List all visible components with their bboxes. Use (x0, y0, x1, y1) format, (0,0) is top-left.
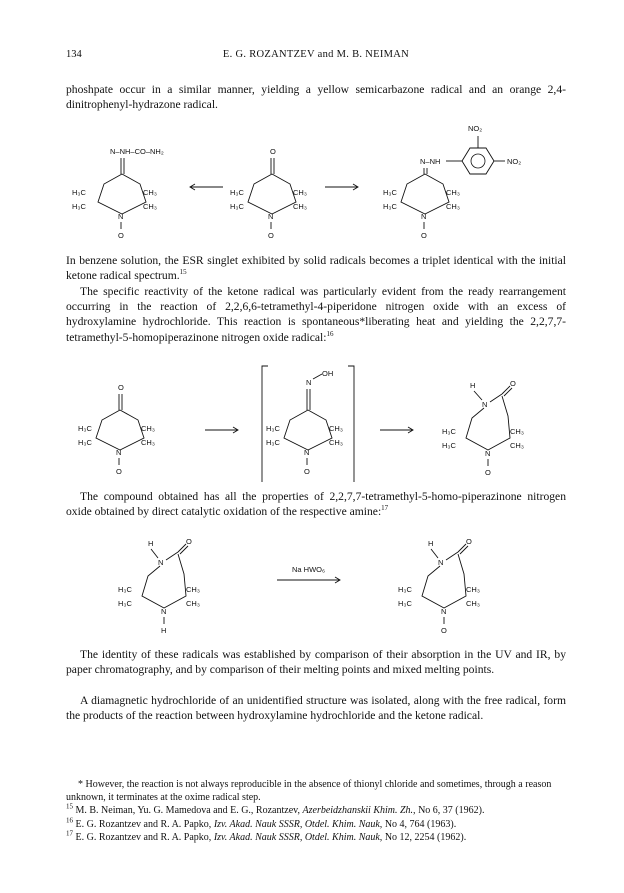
svg-text:H₃C: H₃C (230, 188, 244, 197)
svg-text:H₃C: H₃C (230, 202, 244, 211)
svg-text:H₃C: H₃C (442, 441, 456, 450)
footnote-16: $^{16}$ E. G. Rozantzev and R. A. Papko, Izv. Akad. Nauk SSSR, Otdel. Khim. Nauk, No 4, 764 (1963). (66, 816, 457, 830)
svg-text:H₃C: H₃C (266, 438, 280, 447)
svg-text:N: N (421, 212, 427, 221)
paragraph-intro: phoshpate occur in a similar manner, yielding a yellow semicarbazone radical and an orange 2,4-dinitrophenyl-hydrazone radical. (66, 83, 566, 112)
svg-text:NO₂: NO₂ (468, 124, 483, 133)
svg-text:N: N (116, 448, 122, 457)
svg-text:N: N (485, 449, 491, 458)
ketone-radical-structure (230, 147, 307, 240)
svg-text:N: N (438, 558, 444, 567)
paragraph-esr: In benzene solution, the ESR singlet exhibited by solid radicals becomes a triplet identical with the initial ketone radical spectrum.$^{15}$ (66, 254, 566, 283)
svg-text:H₃C: H₃C (72, 202, 86, 211)
svg-text:H₃C: H₃C (72, 188, 86, 197)
footnote-15: $^{15}$ M. B. Neiman, Yu. G. Mamedova and E. G., Rozantzev, Azerbeidzhanskii Khim. Zh., No 6, 37 (1962). (66, 803, 485, 817)
ketone-radical-structure-2 (78, 383, 155, 476)
semicarbazone-label: N–NH–CO–NH₂ (110, 147, 164, 156)
homopiperazinone-amine-structure (118, 537, 200, 635)
svg-text:CH₃: CH₃ (510, 427, 524, 436)
svg-text:O: O (268, 231, 274, 240)
svg-text:O: O (270, 147, 276, 156)
svg-text:CH₃: CH₃ (186, 585, 200, 594)
svg-text:CH₃: CH₃ (141, 438, 155, 447)
svg-text:CH₃: CH₃ (293, 188, 307, 197)
svg-text:CH₃: CH₃ (293, 202, 307, 211)
svg-text:O: O (441, 626, 447, 635)
paragraph-reactivity: The specific reactivity of the ketone radical was particularly evident from the ready rearrangement occurring in the reaction of 2,2,6,6-tetramethyl-4-piperidone nitrogen oxide with an excess of hydroxylamine hydrochloride. This reaction is spontaneous*liberating heat and yielding the 2,2,7,7-tetramethyl-5-homopiperazinone nitrogen oxide radical:$^{16}$ (66, 285, 567, 344)
svg-text:OH: OH (322, 369, 334, 378)
svg-text:O: O (304, 467, 310, 476)
svg-text:H₃C: H₃C (78, 438, 92, 447)
svg-text:H₃C: H₃C (118, 599, 132, 608)
scheme-3-oxidation (0, 532, 624, 642)
svg-text:CH₃: CH₃ (510, 441, 524, 450)
svg-text:H: H (161, 626, 167, 635)
svg-text:CH₃: CH₃ (466, 585, 480, 594)
svg-text:O: O (186, 537, 192, 546)
paragraph-hydrochloride: A diamagnetic hydrochloride of an unidentified structure was isolated, along with the free radical, form the products of the reaction between hydroxylamine hydrochloride and the ketone radical. (66, 694, 566, 723)
svg-text:CH₃: CH₃ (466, 599, 480, 608)
svg-text:H₃C: H₃C (383, 202, 397, 211)
svg-text:N: N (306, 378, 312, 387)
svg-text:H₃C: H₃C (118, 585, 132, 594)
svg-text:N–NH: N–NH (420, 157, 441, 166)
homopiperazinone-radical-product (398, 537, 480, 635)
svg-text:O: O (421, 231, 427, 240)
footnote-17: $^{17}$ E. G. Rozantzev and R. A. Papko, Izv. Akad. Nauk SSSR, Otdel. Khim. Nauk, No 12, 2254 (1962). (66, 829, 467, 843)
svg-text:N: N (161, 607, 167, 616)
svg-text:CH₃: CH₃ (446, 188, 460, 197)
hydrazone-structure (383, 124, 521, 240)
oxime-intermediate-structure (266, 369, 343, 476)
page-number: 134 (66, 49, 82, 60)
paragraph-identity: The identity of these radicals was established by comparison of their absorption in the UV and IR, by paper chromatography, and by comparison of their melting points and mixed melting points. (66, 648, 566, 677)
svg-text:N: N (118, 212, 124, 221)
svg-text:O: O (466, 537, 472, 546)
svg-text:N: N (158, 558, 164, 567)
svg-text:O: O (118, 383, 124, 392)
svg-text:CH₃: CH₃ (143, 188, 157, 197)
svg-text:CH₃: CH₃ (446, 202, 460, 211)
footnotes (66, 778, 566, 844)
svg-text:N: N (441, 607, 447, 616)
svg-text:CH₃: CH₃ (143, 202, 157, 211)
svg-text:H₃C: H₃C (78, 424, 92, 433)
svg-text:H₃C: H₃C (383, 188, 397, 197)
svg-text:H₃C: H₃C (398, 585, 412, 594)
svg-text:CH₃: CH₃ (141, 424, 155, 433)
svg-text:H: H (470, 381, 476, 390)
svg-text:O: O (510, 379, 516, 388)
homopiperazinone-radical-structure (442, 379, 524, 477)
svg-text:H₃C: H₃C (266, 424, 280, 433)
svg-text:N: N (482, 400, 488, 409)
svg-text:H: H (428, 539, 434, 548)
semicarbazone-structure (72, 147, 164, 240)
svg-text:CH₃: CH₃ (186, 599, 200, 608)
svg-text:O: O (116, 467, 122, 476)
scheme-1-derivatives (0, 116, 624, 246)
svg-text:CH₃: CH₃ (329, 438, 343, 447)
svg-text:N: N (268, 212, 274, 221)
scheme-2-rearrangement (0, 352, 624, 482)
svg-text:H₃C: H₃C (398, 599, 412, 608)
reagent-label: Na HWO₆ (292, 565, 326, 574)
running-head: E. G. ROZANTZEV and M. B. NEIMAN (222, 49, 410, 60)
svg-text:O: O (485, 468, 491, 477)
svg-text:O: O (118, 231, 124, 240)
svg-text:H: H (148, 539, 154, 548)
svg-text:H₃C: H₃C (442, 427, 456, 436)
paragraph-compound: The compound obtained has all the properties of 2,2,7,7-tetramethyl-5-homo-piperazinone nitrogen oxide obtained by direct catalytic oxidation of the respective amine:$^{17}$ (66, 490, 566, 519)
footnote-star: * However, the reaction is not always reproducible in the absence of thionyl chloride and sometimes, through a reason unknown, it terminates at the oxime radical step. (66, 779, 552, 804)
svg-text:CH₃: CH₃ (329, 424, 343, 433)
svg-text:NO₂: NO₂ (507, 157, 522, 166)
svg-text:N: N (304, 448, 310, 457)
